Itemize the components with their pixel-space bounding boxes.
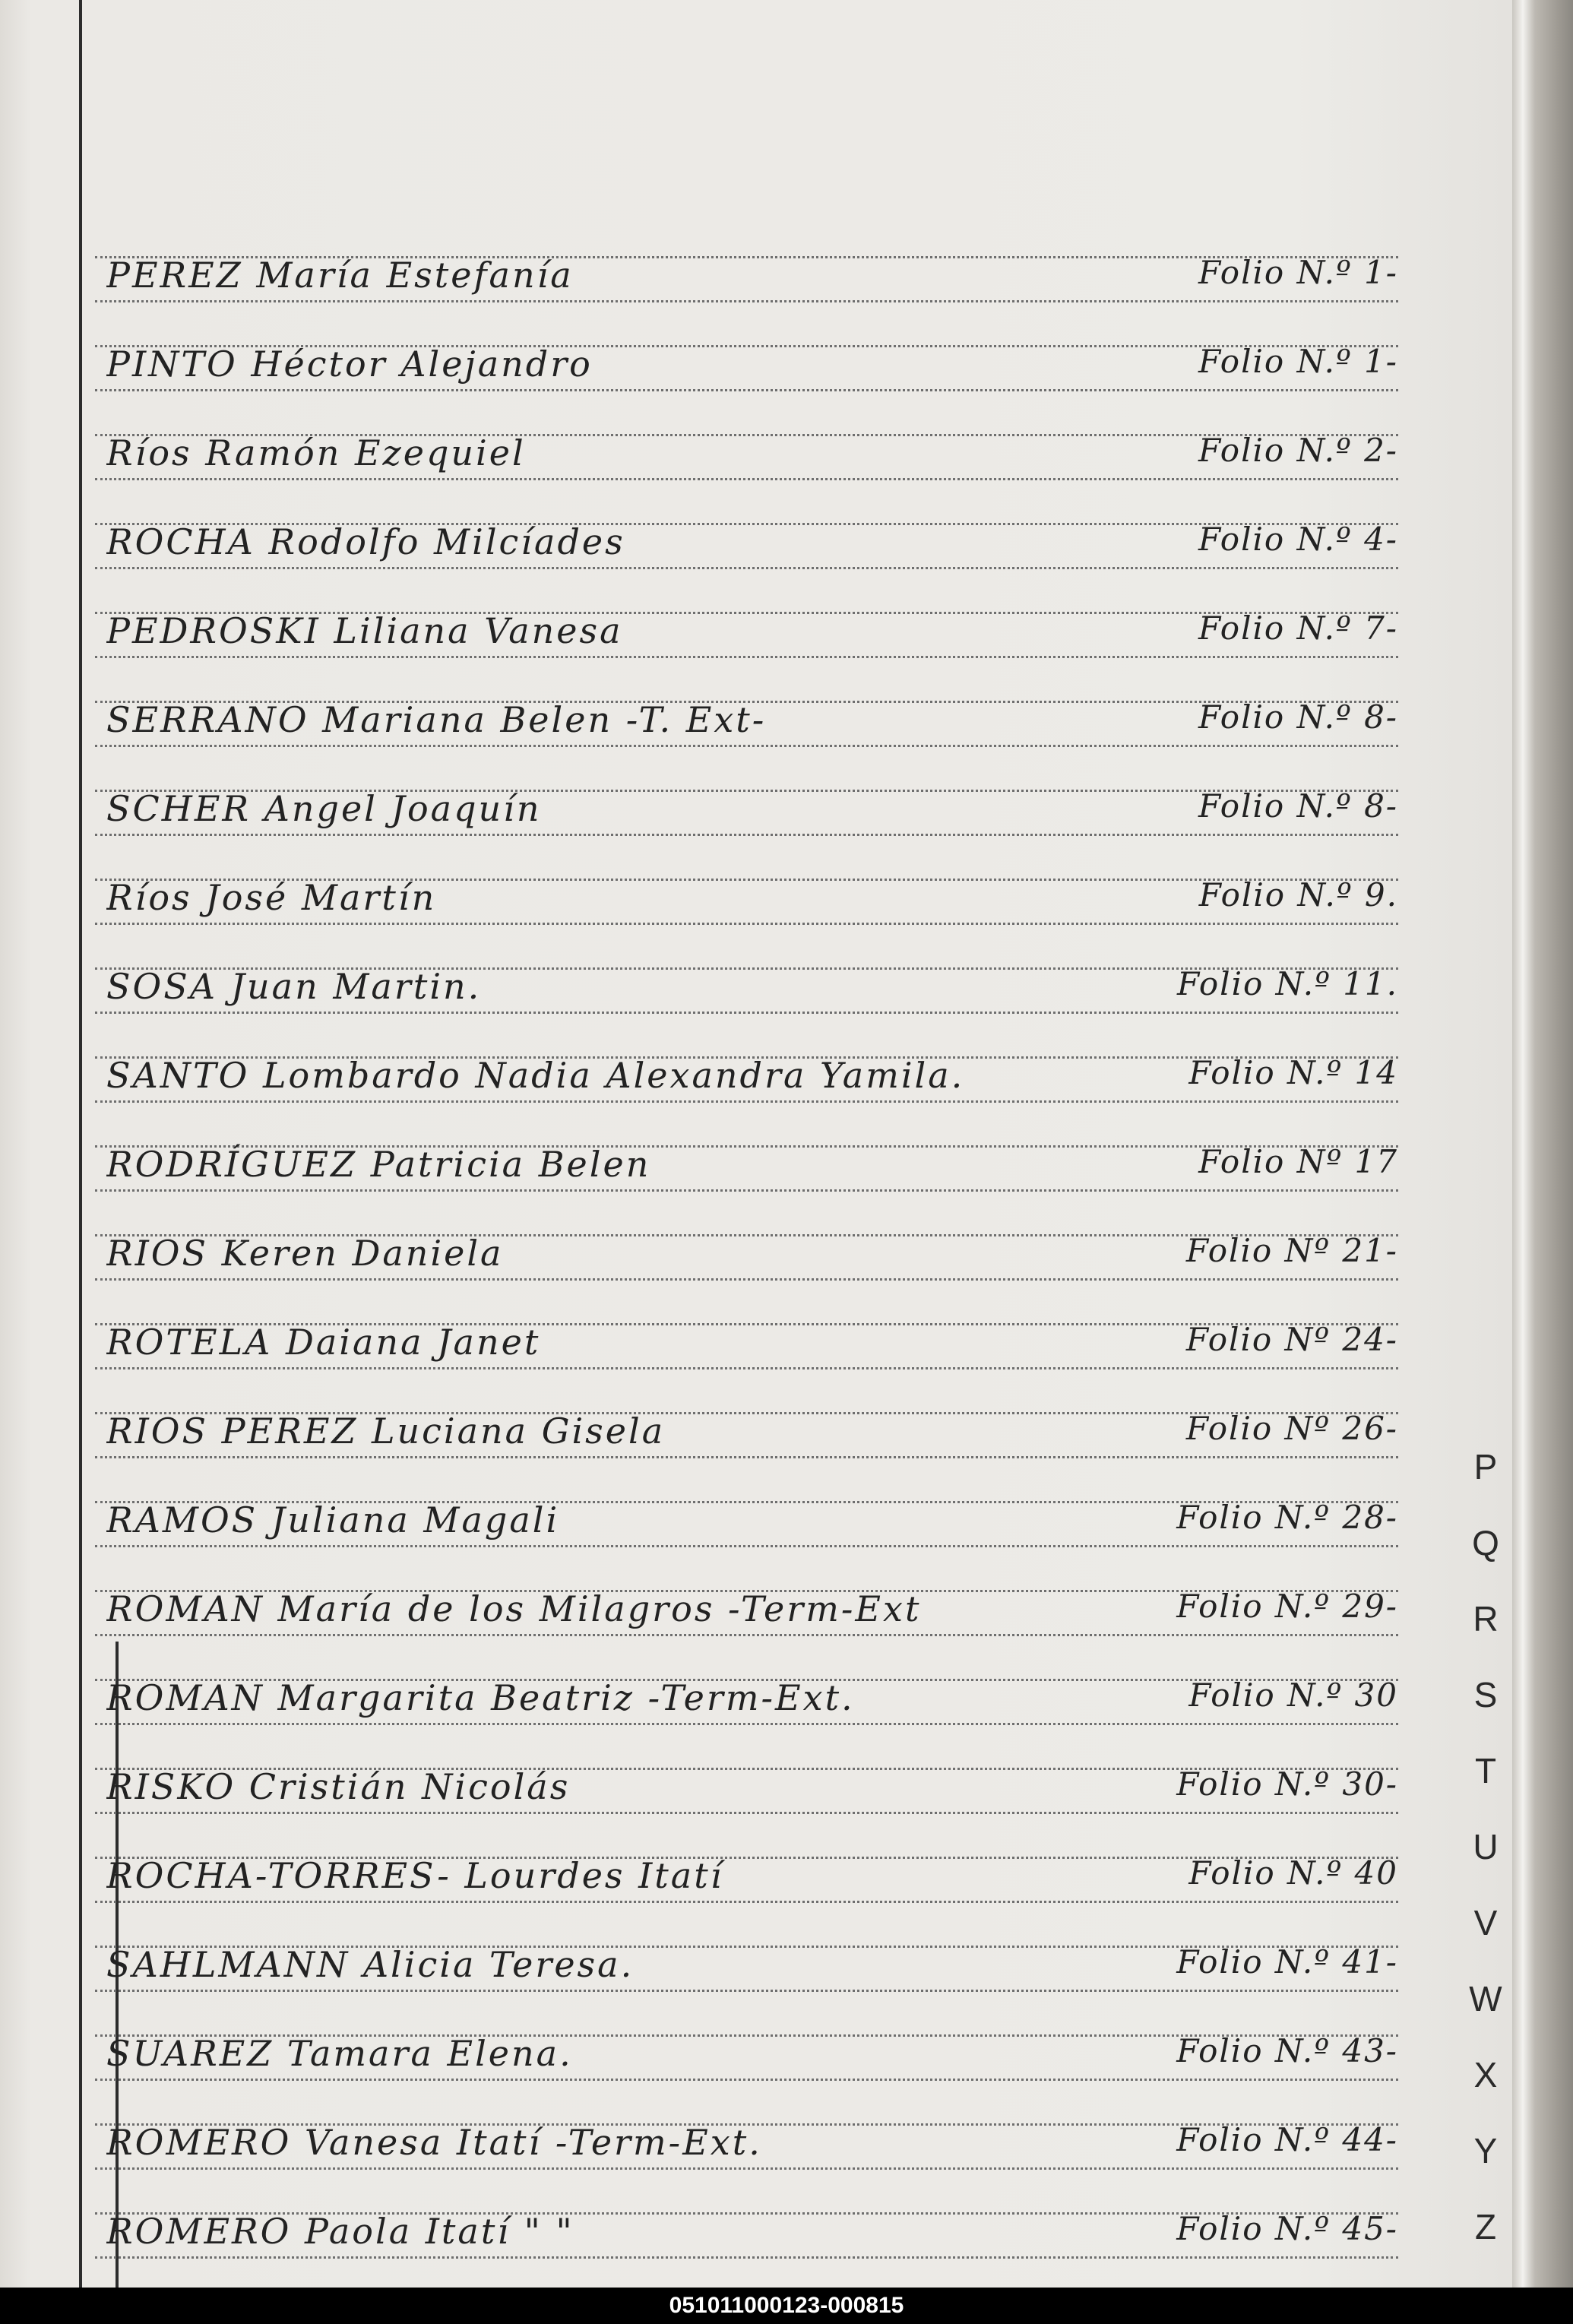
ruled-line xyxy=(95,1545,1398,1547)
entry-name: Ríos Ramón Ezequiel xyxy=(106,432,526,473)
entry-name: SOSA Juan Martin. xyxy=(106,966,482,1007)
entry-name: RODRÍGUEZ Patricia Belen xyxy=(106,1144,651,1185)
ruled-line xyxy=(95,1367,1398,1369)
ledger-entry xyxy=(106,684,1398,745)
entry-folio: Folio N.º 30 xyxy=(1188,1677,1398,1714)
document-code: 051011000123-000815 xyxy=(0,2288,1573,2324)
ruled-line xyxy=(95,1990,1398,1992)
index-tab-letter: V xyxy=(1473,1903,1498,1942)
ledger-entry xyxy=(106,417,1398,478)
ruled-line xyxy=(95,834,1398,836)
entry-name: SERRANO Mariana Belen -T. Ext- xyxy=(106,699,767,740)
ruled-line xyxy=(95,478,1398,480)
entry-folio: Folio N.º 11. xyxy=(1177,965,1398,1002)
entry-folio: Folio Nº 21- xyxy=(1185,1232,1398,1269)
ledger-entry xyxy=(106,1840,1398,1901)
entry-name: RIOS Keren Daniela xyxy=(106,1233,504,1274)
entry-folio: Folio N.º 8- xyxy=(1198,698,1398,736)
entry-folio: Folio N.º 1- xyxy=(1198,254,1398,291)
ledger-entry xyxy=(106,951,1398,1012)
ruled-line xyxy=(95,1012,1398,1014)
index-tab-letter: X xyxy=(1473,2055,1498,2094)
ledger-entry xyxy=(106,1751,1398,1812)
index-tab-letter: Z xyxy=(1474,2207,1497,2246)
entry-folio: Folio N.º 4- xyxy=(1198,521,1398,558)
ledger-entry xyxy=(106,1662,1398,1723)
entry-folio: Folio N.º 8- xyxy=(1198,787,1398,825)
entry-folio: Folio N.º 14 xyxy=(1188,1054,1398,1091)
index-tab-letter: U xyxy=(1473,1827,1499,1866)
ledger-entry xyxy=(106,2107,1398,2167)
ledger-entry xyxy=(106,2196,1398,2256)
entry-folio: Folio N.º 45- xyxy=(1176,2210,1398,2247)
ruled-line xyxy=(95,1189,1398,1192)
entry-name: RAMOS Juliana Magali xyxy=(106,1499,560,1540)
index-tab-letter: P xyxy=(1473,1447,1498,1487)
entry-folio: Folio Nº 24- xyxy=(1185,1321,1398,1358)
ruled-line xyxy=(95,389,1398,391)
entry-folio: Folio N.º 7- xyxy=(1198,609,1398,647)
ledger-entry xyxy=(106,1395,1398,1456)
index-tab-letter: R xyxy=(1473,1599,1499,1639)
ruled-line xyxy=(95,1100,1398,1103)
entry-name: ROMAN María de los Milagros -Term-Ext xyxy=(106,1588,922,1629)
entry-name: ROMAN Margarita Beatriz -Term-Ext. xyxy=(106,1677,855,1718)
entry-folio: Folio Nº 26- xyxy=(1185,1410,1398,1447)
entry-folio: Folio N.º 43- xyxy=(1176,2032,1398,2069)
ruled-line xyxy=(95,2167,1398,2170)
ruled-line xyxy=(95,1634,1398,1636)
entry-folio: Folio N.º 41- xyxy=(1176,1943,1398,1980)
entry-name: SANTO Lombardo Nadia Alexandra Yamila. xyxy=(106,1055,965,1096)
ruled-line xyxy=(95,1278,1398,1281)
ledger-entry xyxy=(106,595,1398,656)
ledger-entry xyxy=(106,2018,1398,2079)
index-tab-letter: S xyxy=(1473,1675,1498,1715)
entry-folio: Folio N.º 2- xyxy=(1198,432,1398,469)
ruled-line xyxy=(95,923,1398,925)
ledger-entry xyxy=(106,328,1398,389)
alphabet-index-tabs xyxy=(1459,1429,1512,2257)
ledger-entry xyxy=(106,1929,1398,1990)
entry-name: PINTO Héctor Alejandro xyxy=(106,344,593,385)
entry-name: PEREZ María Estefanía xyxy=(106,255,574,296)
entry-folio: Folio Nº 17 xyxy=(1198,1143,1398,1180)
ledger-entry xyxy=(106,1217,1398,1278)
ledger-entry xyxy=(106,1040,1398,1100)
ledger-entry xyxy=(106,1306,1398,1367)
book-binding xyxy=(1512,0,1573,2288)
entry-name: RISKO Cristián Nicolás xyxy=(106,1766,571,1807)
ruled-line xyxy=(95,1812,1398,1814)
ruled-line xyxy=(95,1456,1398,1458)
ledger-entry xyxy=(106,862,1398,923)
entry-folio: Folio N.º 29- xyxy=(1176,1588,1398,1625)
ruled-line xyxy=(95,1901,1398,1903)
ruled-line xyxy=(95,656,1398,658)
entry-folio: Folio N.º 44- xyxy=(1176,2121,1398,2158)
ruled-line xyxy=(95,745,1398,747)
entry-folio: Folio N.º 1- xyxy=(1198,343,1398,380)
entry-name: SUAREZ Tamara Elena. xyxy=(106,2033,573,2074)
ledger-entry xyxy=(106,1484,1398,1545)
index-tab-letter: W xyxy=(1469,1979,1502,2018)
index-tab-letter: Q xyxy=(1472,1523,1499,1563)
ruled-line xyxy=(95,1723,1398,1725)
entry-folio: Folio N.º 9. xyxy=(1198,876,1398,913)
entry-name: ROCHA-TORRES- Lourdes Itatí xyxy=(106,1855,724,1896)
ruled-line xyxy=(95,2079,1398,2081)
entry-name: ROTELA Daiana Janet xyxy=(106,1322,541,1363)
entry-name: ROMERO Vanesa Itatí -Term-Ext. xyxy=(106,2122,762,2163)
index-tab-letter: Y xyxy=(1473,2131,1498,2170)
ruled-line xyxy=(95,2256,1398,2259)
entry-name: RIOS PEREZ Luciana Gisela xyxy=(106,1411,666,1452)
entry-name: PEDROSKI Liliana Vanesa xyxy=(106,610,623,651)
entry-folio: Folio N.º 28- xyxy=(1176,1499,1398,1536)
entry-name: SCHER Angel Joaquín xyxy=(106,788,542,829)
ledger-entry xyxy=(106,773,1398,834)
ledger-entry xyxy=(106,506,1398,567)
entry-folio: Folio N.º 30- xyxy=(1176,1765,1398,1803)
entry-name: SAHLMANN Alicia Teresa. xyxy=(106,1944,635,1985)
entry-name: Ríos José Martín xyxy=(106,877,437,918)
entry-name: ROCHA Rodolfo Milcíades xyxy=(106,521,625,562)
entry-name: ROMERO Paola Itatí " " xyxy=(106,2211,574,2252)
ledger-entry xyxy=(106,1129,1398,1189)
entry-folio: Folio N.º 40 xyxy=(1188,1854,1398,1892)
ledger-entry xyxy=(106,239,1398,300)
ruled-line xyxy=(95,300,1398,302)
ledger-entry xyxy=(106,1573,1398,1634)
ruled-line xyxy=(95,567,1398,569)
margin-line xyxy=(79,0,82,2288)
index-tab-letter: T xyxy=(1474,1751,1497,1790)
